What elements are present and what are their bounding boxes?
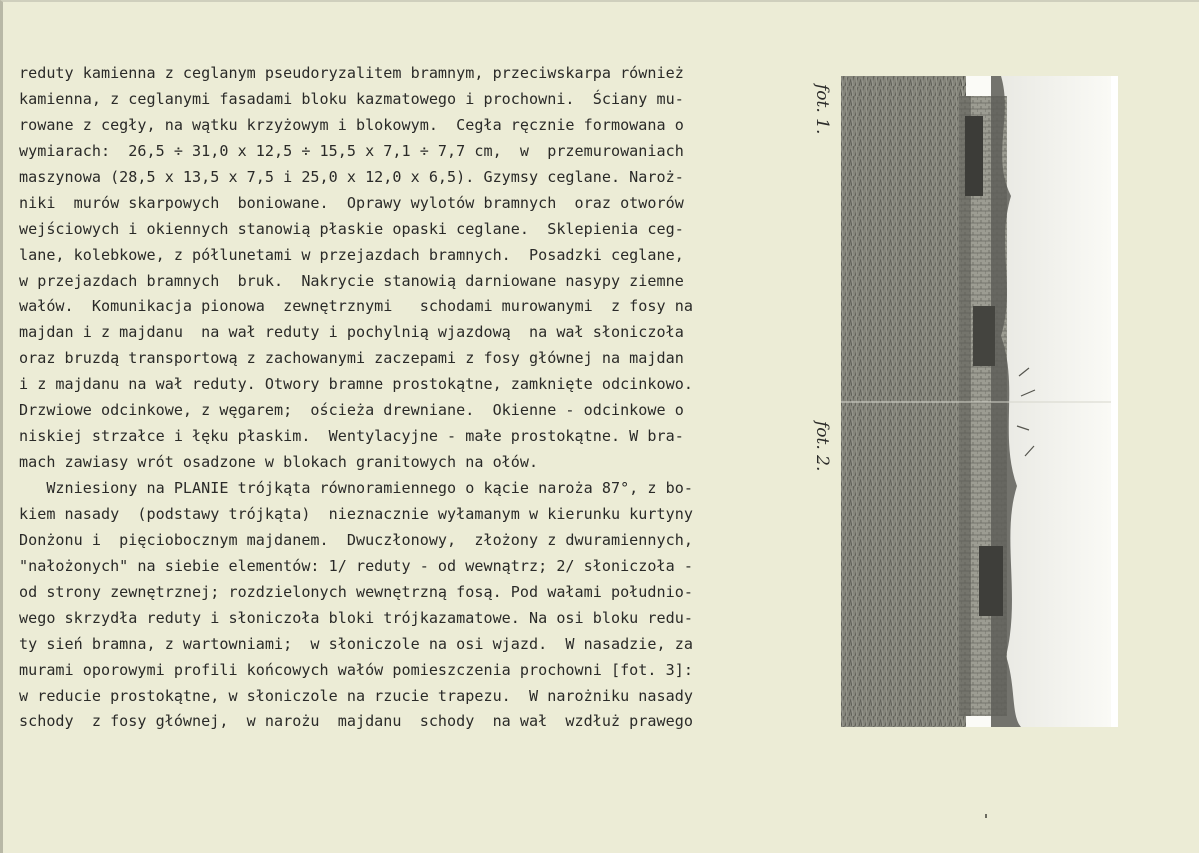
text-line: wejściowych i okiennych stanowią płaskie opaski ceglane. Sklepienia ceg- — [19, 219, 684, 238]
photo-caption-1: fot. 1. — [812, 84, 832, 135]
text-line: rowane z cegły, na wątku krzyżowym i blokowym. Cegła ręcznie formowana o — [19, 115, 684, 134]
text-line: schody z fosy głównej, w narożu majdanu schody na wał wzdłuż prawego — [19, 712, 693, 731]
text-line: niki murów skarpowych boniowane. Oprawy wylotów bramnych oraz otworów — [19, 193, 684, 212]
text-line: reduty kamienna z ceglanym pseudoryzalitem bramnym, przeciwskarpa również — [19, 64, 684, 82]
text-line: Wzniesiony na PLANIE trójkąta równoramiennego o kącie naroża 87°, z bo- — [19, 479, 693, 497]
text-line: "nałożonych" na siebie elementów: 1/ reduty - od wewnątrz; 2/ słoniczoła - — [19, 556, 693, 575]
text-line: ty sień bramna, z wartowniami; w słoniczole na osi wjazd. W nasadzie, za — [19, 634, 693, 653]
text-line: niskiej strzałce i łęku płaskim. Wentylacyjne - małe prostokątne. W bra- — [19, 427, 684, 446]
text-line: lane, kolebkowe, z półlunetami w przejazdach bramnych. Posadzki ceglane, — [19, 245, 684, 264]
text-line: maszynowa (28,5 x 13,5 x 7,5 i 25,0 x 12,0 x 6,5). Gzymsy ceglane. Naroż- — [19, 167, 684, 186]
text-line: Donżonu i pięciobocznym majdanem. Dwuczłonowy, złożony z dwuramiennych, — [19, 530, 693, 549]
text-line: Drzwiowe odcinkowe, z węgarem; ościeża drewniane. Okienne - odcinkowe o — [19, 401, 684, 420]
text-line: wałów. Komunikacja pionowa zewnętrznymi schodami murowanymi z fosy na — [19, 297, 693, 316]
text-line: mach zawiasy wrót osadzone w blokach granitowych na ołów. — [19, 453, 539, 472]
text-line: murami oporowymi profili końcowych wałów pomieszczenia prochowni [fot. 3]: — [19, 660, 693, 679]
text-line: w przejazdach bramnych bruk. Nakrycie stanowią darniowane nasypy ziemne — [19, 271, 684, 290]
body-text — [19, 61, 779, 735]
text-line: od strony zewnętrznej; rozdzielonych wewnętrzną fosą. Pod wałami południo- — [19, 582, 693, 601]
text-line: w reducie prostokątne, w słoniczole na rzucie trapezu. W narożniku nasady — [19, 686, 693, 705]
text-line: wego skrzydła reduty i słoniczoła bloki trójkazamatowe. Na osi bloku redu- — [19, 608, 693, 627]
text-line: majdan i z majdanu na wał reduty i pochylnią wjazdową na wał słoniczoła — [19, 323, 684, 342]
text-line: kiem nasady (podstawy trójkąta) nieznacznie wyłamanym w kierunku kurtyny — [19, 504, 693, 523]
paper-speck — [985, 814, 987, 818]
photo-caption-2: fot. 2. — [812, 421, 832, 472]
text-line: i z majdanu na wał reduty. Otwory bramne prostokątne, zamknięte odcinkowo. — [19, 375, 693, 394]
fortification-photo — [841, 76, 1118, 727]
text-line: kamienna, z ceglanymi fasadami bloku kazmatowego i prochowni. Ściany mu- — [19, 89, 684, 108]
text-line: oraz bruzdą transportową z zachowanymi zaczepami z fosy głównej na majdan — [19, 349, 684, 368]
text-line: wymiarach: 26,5 ÷ 31,0 x 12,5 ÷ 15,5 x 7,1 ÷ 7,7 cm, w przemurowaniach — [19, 141, 684, 160]
